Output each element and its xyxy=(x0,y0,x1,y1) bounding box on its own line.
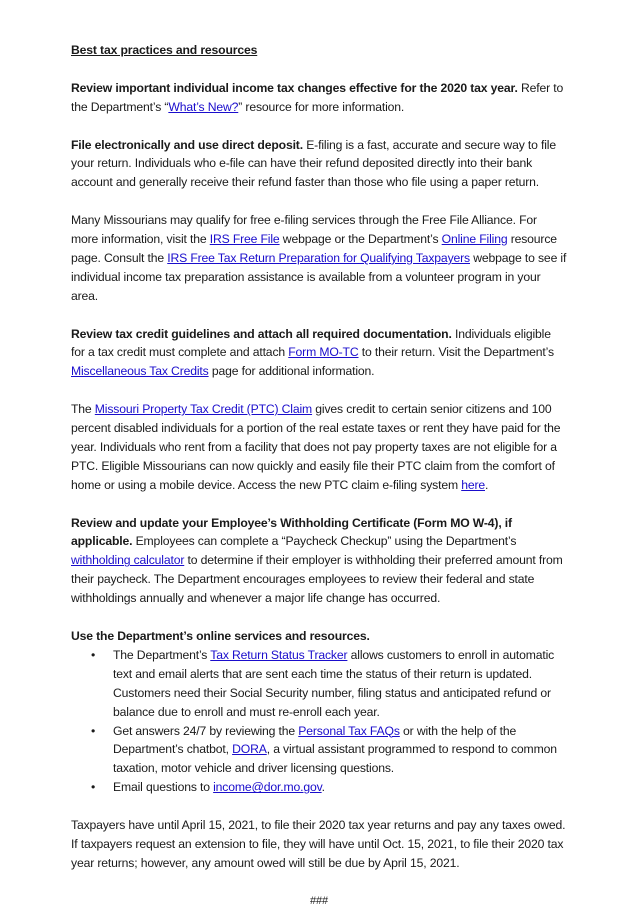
paragraph-tax-credits xyxy=(71,325,567,382)
text: Email questions to xyxy=(113,780,214,795)
paragraph-deadlines: Taxpayers have until April 15, 2021, to file their 2020 tax year returns and pay any taxes owed. If taxpayers request an extension to file, they will have until Oct. 15, 2021, to file their 2020 tax year returns; however, any amount owed will still be due by April 15, 2021. xyxy=(71,818,566,870)
online-services-section xyxy=(71,627,567,797)
text: . xyxy=(485,477,489,492)
paragraph-tax-changes xyxy=(71,79,567,117)
text: resource page. Consult the xyxy=(71,232,557,265)
text: The Department’s xyxy=(113,647,211,662)
irs-free-tax-prep-link[interactable]: IRS Free Tax Return Preparation for Qualifying Taxpayers xyxy=(167,250,470,265)
withholding-calculator-link[interactable]: withholding calculator xyxy=(71,553,185,568)
text: Many Missourians may qualify for free e-filing services through the Free File Alliance. For more information, visit the xyxy=(71,213,537,247)
press-release-document xyxy=(71,41,567,911)
paragraph-ptc xyxy=(71,400,567,495)
text: webpage to see if individual income tax preparation assistance is available from a volunteer program in your area. xyxy=(71,250,567,303)
whats-new-link[interactable]: What’s New? xyxy=(168,99,239,114)
text: ” resource for more information. xyxy=(238,99,405,114)
paragraph-withholding xyxy=(71,514,567,609)
text: to their return. Visit the Department’s xyxy=(358,345,554,360)
end-mark: ### xyxy=(310,894,328,907)
text: gives credit to certain senior citizens and 100 percent disabled individuals for a portion of the real estate taxes or rent they have paid for the year. Individuals who rent from a facility that does not pay property taxes are not eligible for a PTC. Eligible Missourians can now quickly and easily file their PTC claim from the comfort of home or using a mobile device. Access the new PTC claim e-filing system xyxy=(71,402,561,492)
list-item xyxy=(91,646,567,722)
ptc-efile-here-link[interactable]: here xyxy=(461,477,485,492)
tax-return-status-tracker-link[interactable]: Tax Return Status Tracker xyxy=(210,647,348,662)
online-filing-link[interactable]: Online Filing xyxy=(441,232,508,247)
paragraph-free-file xyxy=(71,211,567,306)
online-services-heading: Use the Department’s online services and resources. xyxy=(71,628,370,643)
text: Get answers 24/7 by reviewing the xyxy=(113,723,299,738)
list-item xyxy=(91,722,567,779)
text: allows customers to enroll in automatic text and email alerts that are sent each time the status of their return is updated. Customers need their Social Security number, filing status and anticipated refund or balance due to enroll and must re-enroll each year. xyxy=(113,647,555,719)
form-mo-tc-link[interactable]: Form MO-TC xyxy=(288,345,359,360)
list-item xyxy=(91,778,567,797)
income-email-link[interactable]: income@dor.mo.gov xyxy=(213,780,322,795)
lead-sentence: Review and update your Employee’s Withholding Certificate (Form MO W-4), if applicable. xyxy=(71,515,512,549)
text: webpage or the Department’s xyxy=(279,232,442,247)
section-heading: Best tax practices and resources xyxy=(71,43,258,57)
bullet-icon: • xyxy=(91,780,96,795)
text: page for additional information. xyxy=(208,364,375,379)
misc-tax-credits-link[interactable]: Miscellaneous Tax Credits xyxy=(71,364,209,379)
bullet-icon: • xyxy=(91,723,96,738)
lead-sentence: Review tax credit guidelines and attach all required documentation. xyxy=(71,326,452,341)
text: or with the help of the Department’s chatbot, xyxy=(113,723,517,757)
lead-sentence: File electronically and use direct deposit. xyxy=(71,137,303,152)
text: The xyxy=(71,402,95,417)
online-services-list xyxy=(71,646,567,797)
text: Refer to the Department’s “ xyxy=(71,80,564,114)
text: Employees can complete a “Paycheck Checkup” using the Department’s xyxy=(132,534,517,549)
text: to determine if their employer is withholding their preferred amount from their paycheck. The Department encourages employees to review their federal and state withholdings annually and whenever a major life change has occurred. xyxy=(71,553,563,606)
text: . xyxy=(321,780,325,795)
bullet-icon: • xyxy=(91,647,96,662)
paragraph-e-file xyxy=(71,136,567,193)
ptc-claim-link[interactable]: Missouri Property Tax Credit (PTC) Claim xyxy=(94,402,313,417)
irs-free-file-link[interactable]: IRS Free File xyxy=(209,232,280,247)
text: Individuals eligible for a tax credit must complete and attach xyxy=(71,326,551,360)
lead-sentence: Review important individual income tax changes effective for the 2020 tax year. xyxy=(71,80,518,95)
text: , a virtual assistant programmed to respond to common taxation, motor vehicle and driver licensing questions. xyxy=(113,742,557,776)
personal-tax-faqs-link[interactable]: Personal Tax FAQs xyxy=(298,723,400,738)
dora-chatbot-link[interactable]: DORA xyxy=(232,742,267,757)
text: E-filing is a fast, accurate and secure way to file your return. Individuals who e-file can have their refund deposited directly into their bank account and generally receive their refund faster than those who file using a paper return. xyxy=(71,137,556,190)
